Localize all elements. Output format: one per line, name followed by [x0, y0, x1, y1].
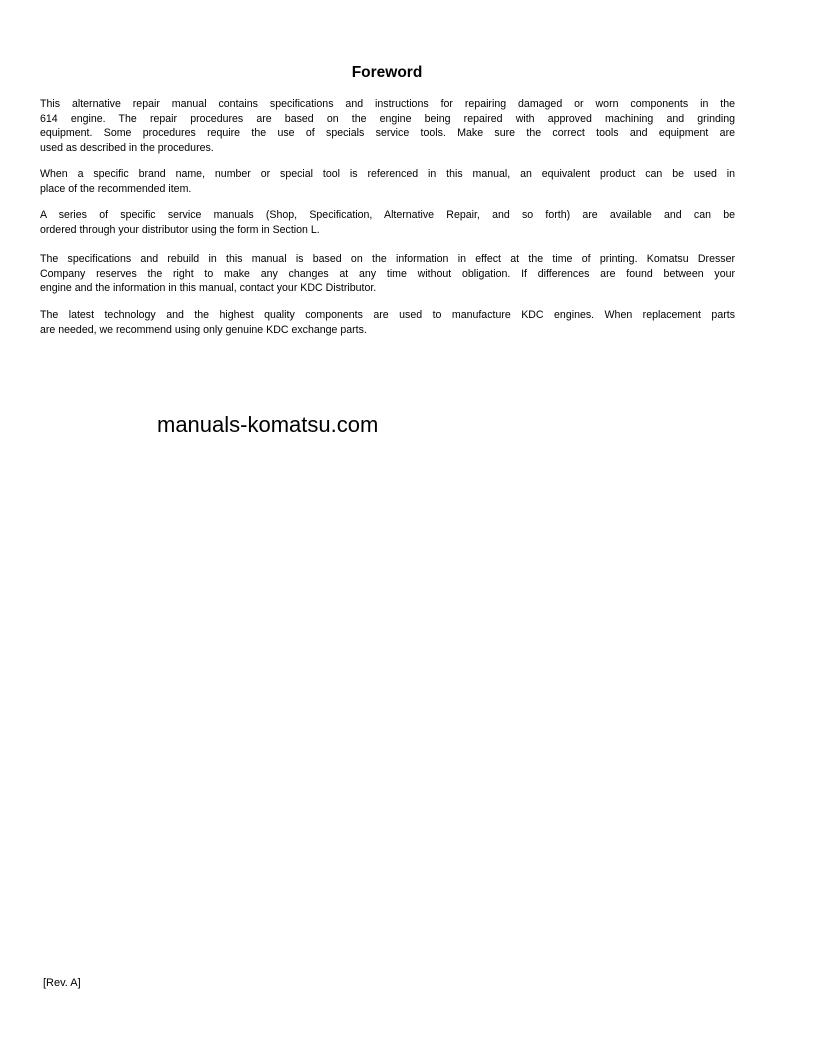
- paragraph-specifications: [40, 252, 735, 296]
- text-line: The specifications and rebuild in this manual is based on the information in effect at the time of printing. Komatsu Dresser: [40, 253, 735, 265]
- text-line: The latest technology and the highest quality components are used to manufacture KDC engines. When replacement parts: [40, 309, 735, 321]
- text-line: used as described in the procedures.: [40, 141, 214, 154]
- paragraph-intro: [40, 97, 735, 155]
- text-line: ordered through your distributor using the form in Section L.: [40, 223, 320, 236]
- paragraph-service-manuals: [40, 208, 735, 237]
- text-line: 614 engine. The repair procedures are based on the engine being repaired with approved machining and grinding: [40, 112, 735, 125]
- text-line: A series of specific service manuals (Shop, Specification, Alternative Repair, and so forth) are available and can be: [40, 209, 735, 221]
- watermark: manuals-komatsu.com: [157, 412, 379, 437]
- text-line: When a specific brand name, number or special tool is referenced in this manual, an equivalent product can be used in: [40, 168, 735, 180]
- text-line: place of the recommended item.: [40, 182, 192, 195]
- text-line: engine and the information in this manual, contact your KDC Distributor.: [40, 282, 377, 295]
- text-line: This alternative repair manual contains specifications and instructions for repairing damaged or worn components in the: [40, 98, 735, 110]
- page-title: Foreword: [351, 64, 423, 81]
- text-line: equipment. Some procedures require the use of specials service tools. Make sure the correct tools and equipment are: [40, 127, 735, 140]
- paragraph-equivalent-products: [40, 167, 735, 196]
- text-line: Company reserves the right to make any changes at any time without obligation. If differences are found between your: [40, 267, 735, 280]
- revision-label: [Rev. A]: [43, 977, 81, 989]
- paragraph-genuine-parts: [40, 308, 735, 337]
- text-line: are needed, we recommend using only genuine KDC exchange parts.: [40, 323, 367, 336]
